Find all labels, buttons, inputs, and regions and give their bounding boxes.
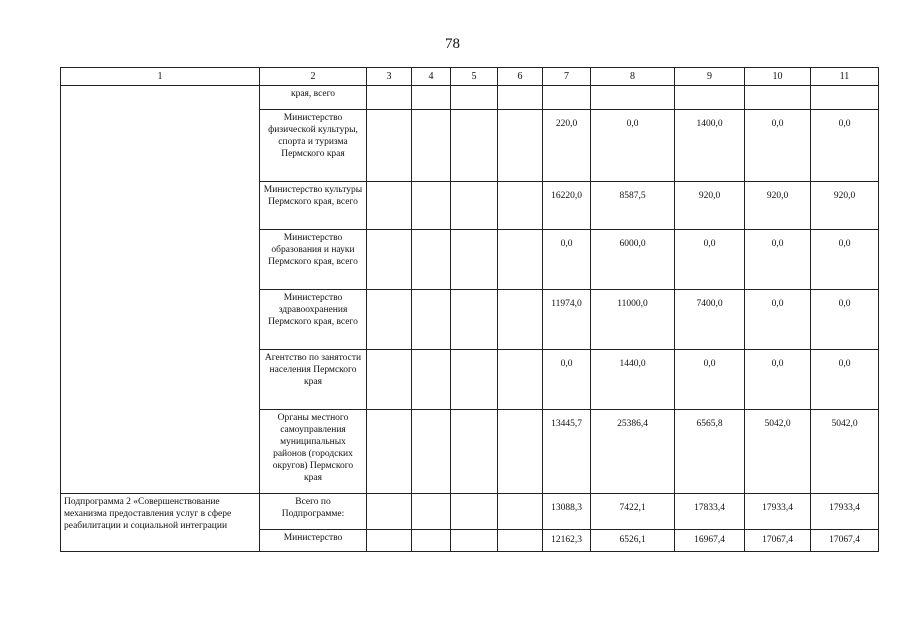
- value-cell: 0,0: [745, 230, 811, 290]
- value-cell: [811, 86, 879, 110]
- value-cell: 220,0: [543, 110, 591, 182]
- col-header: 11: [811, 68, 879, 86]
- budget-table: [60, 67, 879, 552]
- value-cell: 6526,1: [591, 530, 675, 552]
- row-label: края, всего: [260, 86, 367, 110]
- col-header: 8: [591, 68, 675, 86]
- value-cell: 13445,7: [543, 410, 591, 494]
- value-cell: 17933,4: [745, 494, 811, 530]
- value-cell: [543, 86, 591, 110]
- value-cell: 0,0: [543, 230, 591, 290]
- value-cell: 0,0: [811, 230, 879, 290]
- row-label: Министерство образования и науки Пермского края, всего: [260, 230, 367, 290]
- value-cell: 17833,4: [675, 494, 745, 530]
- col-header: 1: [61, 68, 260, 86]
- value-cell: 0,0: [543, 350, 591, 410]
- value-cell: 0,0: [675, 230, 745, 290]
- value-cell: 13088,3: [543, 494, 591, 530]
- value-cell: [591, 86, 675, 110]
- value-cell: 1440,0: [591, 350, 675, 410]
- header-row: [61, 68, 879, 86]
- col-header: 6: [498, 68, 543, 86]
- value-cell: 0,0: [675, 350, 745, 410]
- empty-cell: [61, 86, 260, 494]
- value-cell: 16220,0: [543, 182, 591, 230]
- value-cell: 0,0: [591, 110, 675, 182]
- col-header: 9: [675, 68, 745, 86]
- value-cell: 17933,4: [811, 494, 879, 530]
- value-cell: 0,0: [811, 290, 879, 350]
- row-label: Министерство физической культуры, спорта и туризма Пермского края: [260, 110, 367, 182]
- col-header: 10: [745, 68, 811, 86]
- value-cell: 11974,0: [543, 290, 591, 350]
- value-cell: 12162,3: [543, 530, 591, 552]
- value-cell: 5042,0: [811, 410, 879, 494]
- value-cell: 17067,4: [745, 530, 811, 552]
- value-cell: 16967,4: [675, 530, 745, 552]
- value-cell: 5042,0: [745, 410, 811, 494]
- row-label: Министерство культуры Пермского края, всего: [260, 182, 367, 230]
- subprogram-title: Подпрограмма 2 «Совершенствование механизма предоставления услуг в сфере реабилитации и социальной интеграции: [61, 494, 260, 552]
- value-cell: 6000,0: [591, 230, 675, 290]
- value-cell: 920,0: [811, 182, 879, 230]
- col-header: 3: [367, 68, 412, 86]
- value-cell: 7422,1: [591, 494, 675, 530]
- col-header: 4: [412, 68, 451, 86]
- col-header: 2: [260, 68, 367, 86]
- value-cell: [675, 86, 745, 110]
- value-cell: 1400,0: [675, 110, 745, 182]
- value-cell: 25386,4: [591, 410, 675, 494]
- col-header: 5: [451, 68, 498, 86]
- value-cell: 0,0: [745, 110, 811, 182]
- row-label: Агентство по занятости населения Пермского края: [260, 350, 367, 410]
- value-cell: 0,0: [745, 290, 811, 350]
- row-label: Министерство: [260, 530, 367, 552]
- page-number: 78: [445, 36, 460, 52]
- value-cell: 11000,0: [591, 290, 675, 350]
- table-row: [61, 494, 879, 530]
- value-cell: 8587,5: [591, 182, 675, 230]
- value-cell: 6565,8: [675, 410, 745, 494]
- value-cell: 920,0: [745, 182, 811, 230]
- value-cell: 0,0: [745, 350, 811, 410]
- table-row: [61, 86, 879, 110]
- value-cell: 920,0: [675, 182, 745, 230]
- row-label: Органы местного самоуправления муниципальных районов (городских округов) Пермского края: [260, 410, 367, 494]
- row-label: Всего по Подпрограмме:: [260, 494, 367, 530]
- value-cell: 17067,4: [811, 530, 879, 552]
- value-cell: 7400,0: [675, 290, 745, 350]
- value-cell: [745, 86, 811, 110]
- col-header: 7: [543, 68, 591, 86]
- value-cell: 0,0: [811, 110, 879, 182]
- row-label: Министерство здравоохранения Пермского края, всего: [260, 290, 367, 350]
- value-cell: 0,0: [811, 350, 879, 410]
